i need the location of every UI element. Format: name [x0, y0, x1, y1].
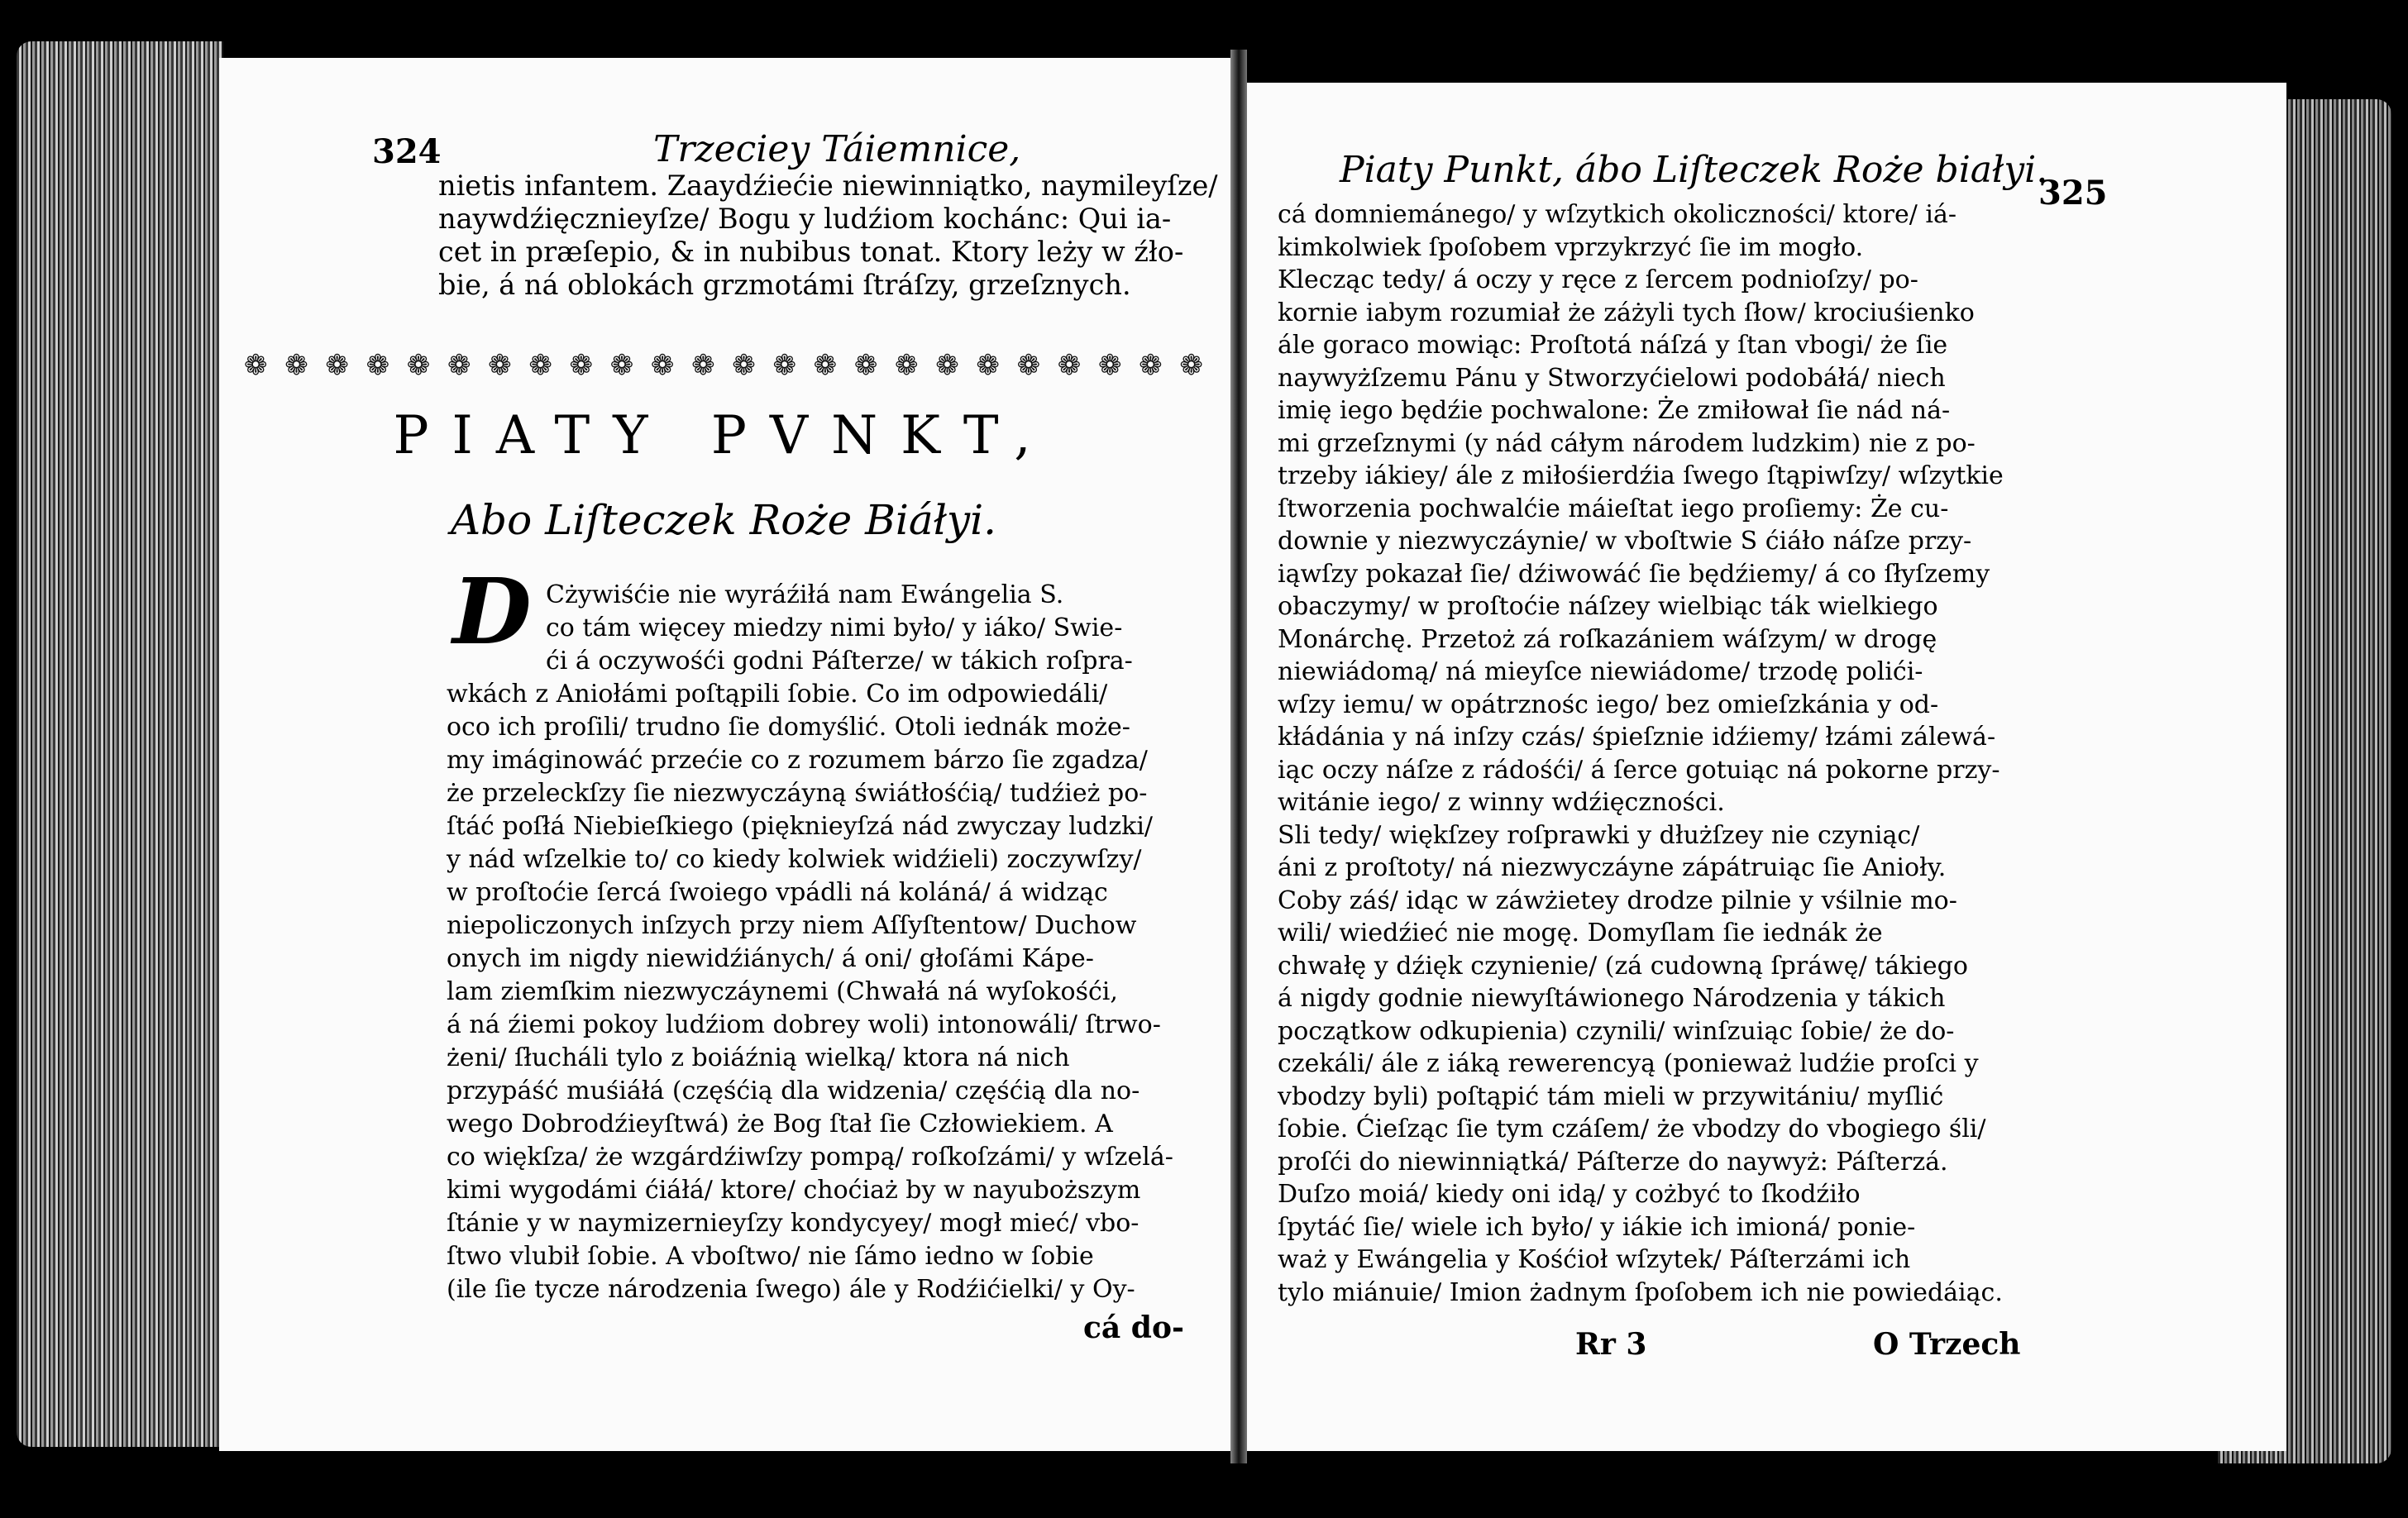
left-page-number: 324 — [372, 132, 442, 171]
body-line: czekáli/ ále z iáką rewerencyą (ponieważ ludźie proſci y — [1278, 1049, 1979, 1078]
body-line: ále goraco mowiąc: Proſtotá náſzá y ſtan vbogi/ że ſie — [1278, 331, 1948, 360]
body-line: co więkſza/ że wzgárdźiwſzy pompą/ roſkoſzámi/ y wſzelá- — [447, 1143, 1173, 1172]
body-line: Sli tedy/ więkſzey roſprawki y dłużſzey nie czyniąc/ — [1278, 820, 1920, 850]
body-line: witánie iego/ z winny wdźięczności. — [1278, 788, 1725, 817]
body-line: wſzy iemu/ w opátrznośc iego/ bez omieſzkánia y od- — [1278, 690, 1939, 719]
body-line: Monárchę. Przetoż zá roſkazániem wáſzym/ w drogę — [1278, 624, 1937, 654]
body-line: ſobie. Ćieſząc ſie tym czáſem/ że vbodzy do vbogiego śli/ — [1278, 1115, 1986, 1143]
ornament-glyph: ❁ — [244, 349, 268, 382]
body-line: przypáść muśiáłá (częśćią dla widzenia/ częśćią dla no- — [447, 1076, 1140, 1105]
intro-line: cet in præſepio, & in nubibus tonat. Ktory leży w źło- — [438, 236, 1184, 268]
left-catchword: cá do- — [1083, 1310, 1184, 1345]
ornament-glyph: ❁ — [691, 349, 715, 382]
intro-line: nietis infantem. Zaaydźiećie niewinniątko, naymileyſze/ — [438, 169, 1218, 202]
body-line: y nád wſzelkie to/ co kiedy kolwiek widźieli) zoczywſzy/ — [447, 845, 1142, 874]
body-line: iąwſzy pokazał ſie/ dźiwowáć ſie będźiemy/ á co ſłyſzemy — [1278, 559, 1990, 589]
left-book-edge — [17, 41, 223, 1447]
left-running-head: Trzeciey Táiemnice, — [653, 128, 1021, 170]
ornament-glyph: ❁ — [976, 349, 1000, 382]
body-line: á ná źiemi pokoy ludźiom dobrey woli) intonowáli/ ſtrwo- — [447, 1010, 1161, 1039]
ornament-glyph: ❁ — [650, 349, 675, 382]
ornament-glyph: ❁ — [732, 349, 756, 382]
body-line: mi grzeſznymi (y nád cáłym národem ludzkim) nie z po- — [1278, 428, 1976, 458]
left-body-first-lines — [546, 579, 1191, 678]
body-line: oco ich proſili/ trudno ſie domyślić. Otoli iednák może- — [447, 713, 1130, 742]
intro-line: naywdźięcznieyſze/ Bogu y ludźiom kochánc: Qui ia- — [438, 203, 1172, 235]
ornament-glyph: ❁ — [447, 349, 471, 382]
ornament-glyph: ❁ — [1139, 349, 1163, 382]
body-line: proſći do niewinniątká/ Páſterze do naywyż: Páſterzá. — [1278, 1147, 1948, 1177]
ornament-glyph: ❁ — [406, 349, 431, 382]
right-catchword: O Trzech — [1873, 1327, 2021, 1362]
body-line: ſtáć poſłá Niebieſkiego (pięknieyſzá nád zwyczay ludzki/ — [447, 812, 1154, 841]
section-subtitle: Abo Liſteczek Roże Biáłyi. — [450, 496, 997, 544]
section-title: PIATY PVNKT, — [393, 405, 1054, 466]
ornament-glyph: ❁ — [488, 349, 512, 382]
body-line: Duſzo moiá/ kiedy oni idą/ y cożbyć to ſkodźiło — [1278, 1180, 1861, 1209]
body-line: ſpytáć ſie/ wiele ich było/ y iákie ich imioná/ ponie- — [1278, 1212, 1916, 1242]
body-line: iąc oczy náſze z rádośći/ á ſerce gotuiąc ná pokorne przy- — [1278, 755, 2000, 785]
body-line: kłádánia y ná inſzy czás/ śpieſznie idźiemy/ łzámi zálewá- — [1278, 723, 1996, 752]
ornament-divider — [244, 347, 1203, 384]
ornament-glyph: ❁ — [772, 349, 796, 382]
ornament-glyph: ❁ — [325, 349, 349, 382]
body-line: tylo miánuie/ Imion żadnym ſpoſobem ich nie powiedáiąc. — [1278, 1277, 2003, 1307]
body-line: downie y niezwyczáynie/ w vboſtwie S ćiáło náſze przy- — [1278, 527, 1972, 556]
body-line: trzeby iákiey/ ále z miłośierdźia ſwego ſtąpiwſzy/ wſzytkie — [1278, 461, 2004, 490]
book-gutter — [1230, 50, 1247, 1463]
signature-mark: Rr 3 — [1575, 1327, 1647, 1362]
body-line: początkow odkupienia) czynili/ winſzuiąc ſobie/ że do- — [1278, 1016, 1955, 1046]
body-line: cá domniemánego/ y wſzytkich okoliczności/ ktore/ iá- — [1278, 200, 1957, 229]
body-line: obaczymy/ w proſtoćie náſzey wielbiąc ták wielkiego — [1278, 592, 1938, 621]
body-line: onych im nigdy niewidźiánych/ á oni/ głoſámi Kápe- — [447, 944, 1094, 973]
right-running-head: Piaty Punkt, ábo Liſteczek Roże białyi. — [1340, 149, 2048, 191]
body-line: lam ziemſkim niezwyczáynemi (Chwałá ná wyſokośći, — [447, 977, 1118, 1006]
body-line: ſtwo vlubił ſobie. A vboſtwo/ nie ſámo iedno w ſobie — [447, 1242, 1094, 1271]
ornament-glyph: ❁ — [569, 349, 593, 382]
body-line: niewiádomą/ ná mieyſce niewiádome/ trzodę polići- — [1278, 657, 1923, 686]
body-line: kornie iabym rozumiał że záżyli tych ſłow/ krociuśienko — [1278, 298, 1975, 327]
ornament-glyph: ❁ — [935, 349, 959, 382]
body-line: waż y Ewángelia y Kośćioł wſzytek/ Páſterzámi ich — [1278, 1245, 1911, 1274]
body-line: kimkolwiek ſpoſobem vprzykrzyć ſie im mogło. — [1278, 232, 1864, 262]
left-intro-text — [438, 169, 1218, 302]
intro-line: bie, á ná oblokách grzmotámi ſtráſzy, grzeſznych. — [438, 269, 1131, 301]
ornament-glyph: ❁ — [1179, 349, 1203, 382]
ornament-glyph: ❁ — [1057, 349, 1082, 382]
body-line: wego Dobrodźieyſtwá) że Bog ſtał ſie Człowiekiem. A — [447, 1110, 1113, 1138]
ornament-glyph: ❁ — [284, 349, 308, 382]
ornament-glyph: ❁ — [528, 349, 552, 382]
body-line: żeni/ ſłucháli tylo z boiáźnią wielką/ ktora ná nich — [447, 1043, 1070, 1072]
body-line: niepoliczonych inſzych przy niem Aſſyſtentow/ Duchow — [447, 911, 1137, 940]
drop-cap: D — [452, 558, 532, 665]
body-line: kimi wygodámi ćiáłá/ ktore/ choćiaż by w nayuboższym — [447, 1176, 1141, 1205]
ornament-glyph: ❁ — [813, 349, 838, 382]
body-line: áni z proſtoty/ ná niezwyczáyne zápátruiąc ſie Anioły. — [1278, 853, 1947, 882]
right-page-number: 325 — [2038, 174, 2108, 212]
body-line: w proſtoćie ſercá ſwoiego vpádli ná koláná/ á widząc — [447, 878, 1108, 907]
body-line: my imáginowáć przećie co z rozumem bárzo ſie zgadza/ — [447, 746, 1148, 775]
body-line: Cżywiśćie nie wyráźiłá nam Ewángelia S. — [546, 580, 1064, 609]
body-line: ći á oczywośći godni Páſterze/ w tákich roſpra- — [546, 647, 1133, 675]
body-line: (ile ſie tycze národzenia ſwego) ále y Rodźićielki/ y Oy- — [447, 1275, 1135, 1304]
body-line: á nigdy godnie niewyſtáwionego Národzenia y tákich — [1278, 984, 1946, 1013]
body-line: Coby záś/ idąc w záwżietey drodze pilnie y vśilnie mo- — [1278, 886, 1957, 915]
body-line: naywyżſzemu Pánu y Stworzyćielowi podobáłá/ niech — [1278, 363, 1946, 393]
body-line: ſtánie y w naymizernieyſzy kondycyey/ mogł mieć/ vbo- — [447, 1209, 1140, 1238]
body-line: imię iego będźie pochwalone: Że zmiłował ſie nád ná- — [1278, 396, 1951, 425]
ornament-glyph: ❁ — [1097, 349, 1122, 382]
body-line: Klecząc tedy/ á oczy y ręce z ſercem podnioſzy/ po- — [1278, 265, 1918, 294]
ornament-glyph: ❁ — [1016, 349, 1041, 382]
ornament-glyph: ❁ — [366, 349, 390, 382]
body-line: że przeleckſzy ſie niezwyczáyną świátłośćią/ tudźież po- — [447, 779, 1148, 808]
ornament-glyph: ❁ — [895, 349, 919, 382]
right-body-text — [1278, 198, 2005, 1309]
ornament-glyph: ❁ — [609, 349, 634, 382]
body-line: co tám więcey miedzy nimi było/ y iáko/ Swie- — [546, 613, 1123, 642]
body-line: wili/ wiedźieć nie mogę. Domyſlam ſie iednák że — [1278, 919, 1883, 948]
body-line: vbodzy byli) poſtąpić tám mieli w przywitániu/ myſlić — [1278, 1081, 1944, 1111]
body-line: wkách z Aniołámi poſtąpili ſobie. Co im odpowiedáli/ — [447, 680, 1108, 709]
body-line: ſtworzenia pochwalćie máieſtat iego proſiemy: Że cu- — [1278, 494, 1949, 523]
body-line: chwałę y dźięk czynienie/ (zá cudowną ſpráwę/ tákiego — [1278, 951, 1968, 981]
ornament-glyph: ❁ — [853, 349, 878, 382]
left-body-text — [447, 678, 1195, 1306]
